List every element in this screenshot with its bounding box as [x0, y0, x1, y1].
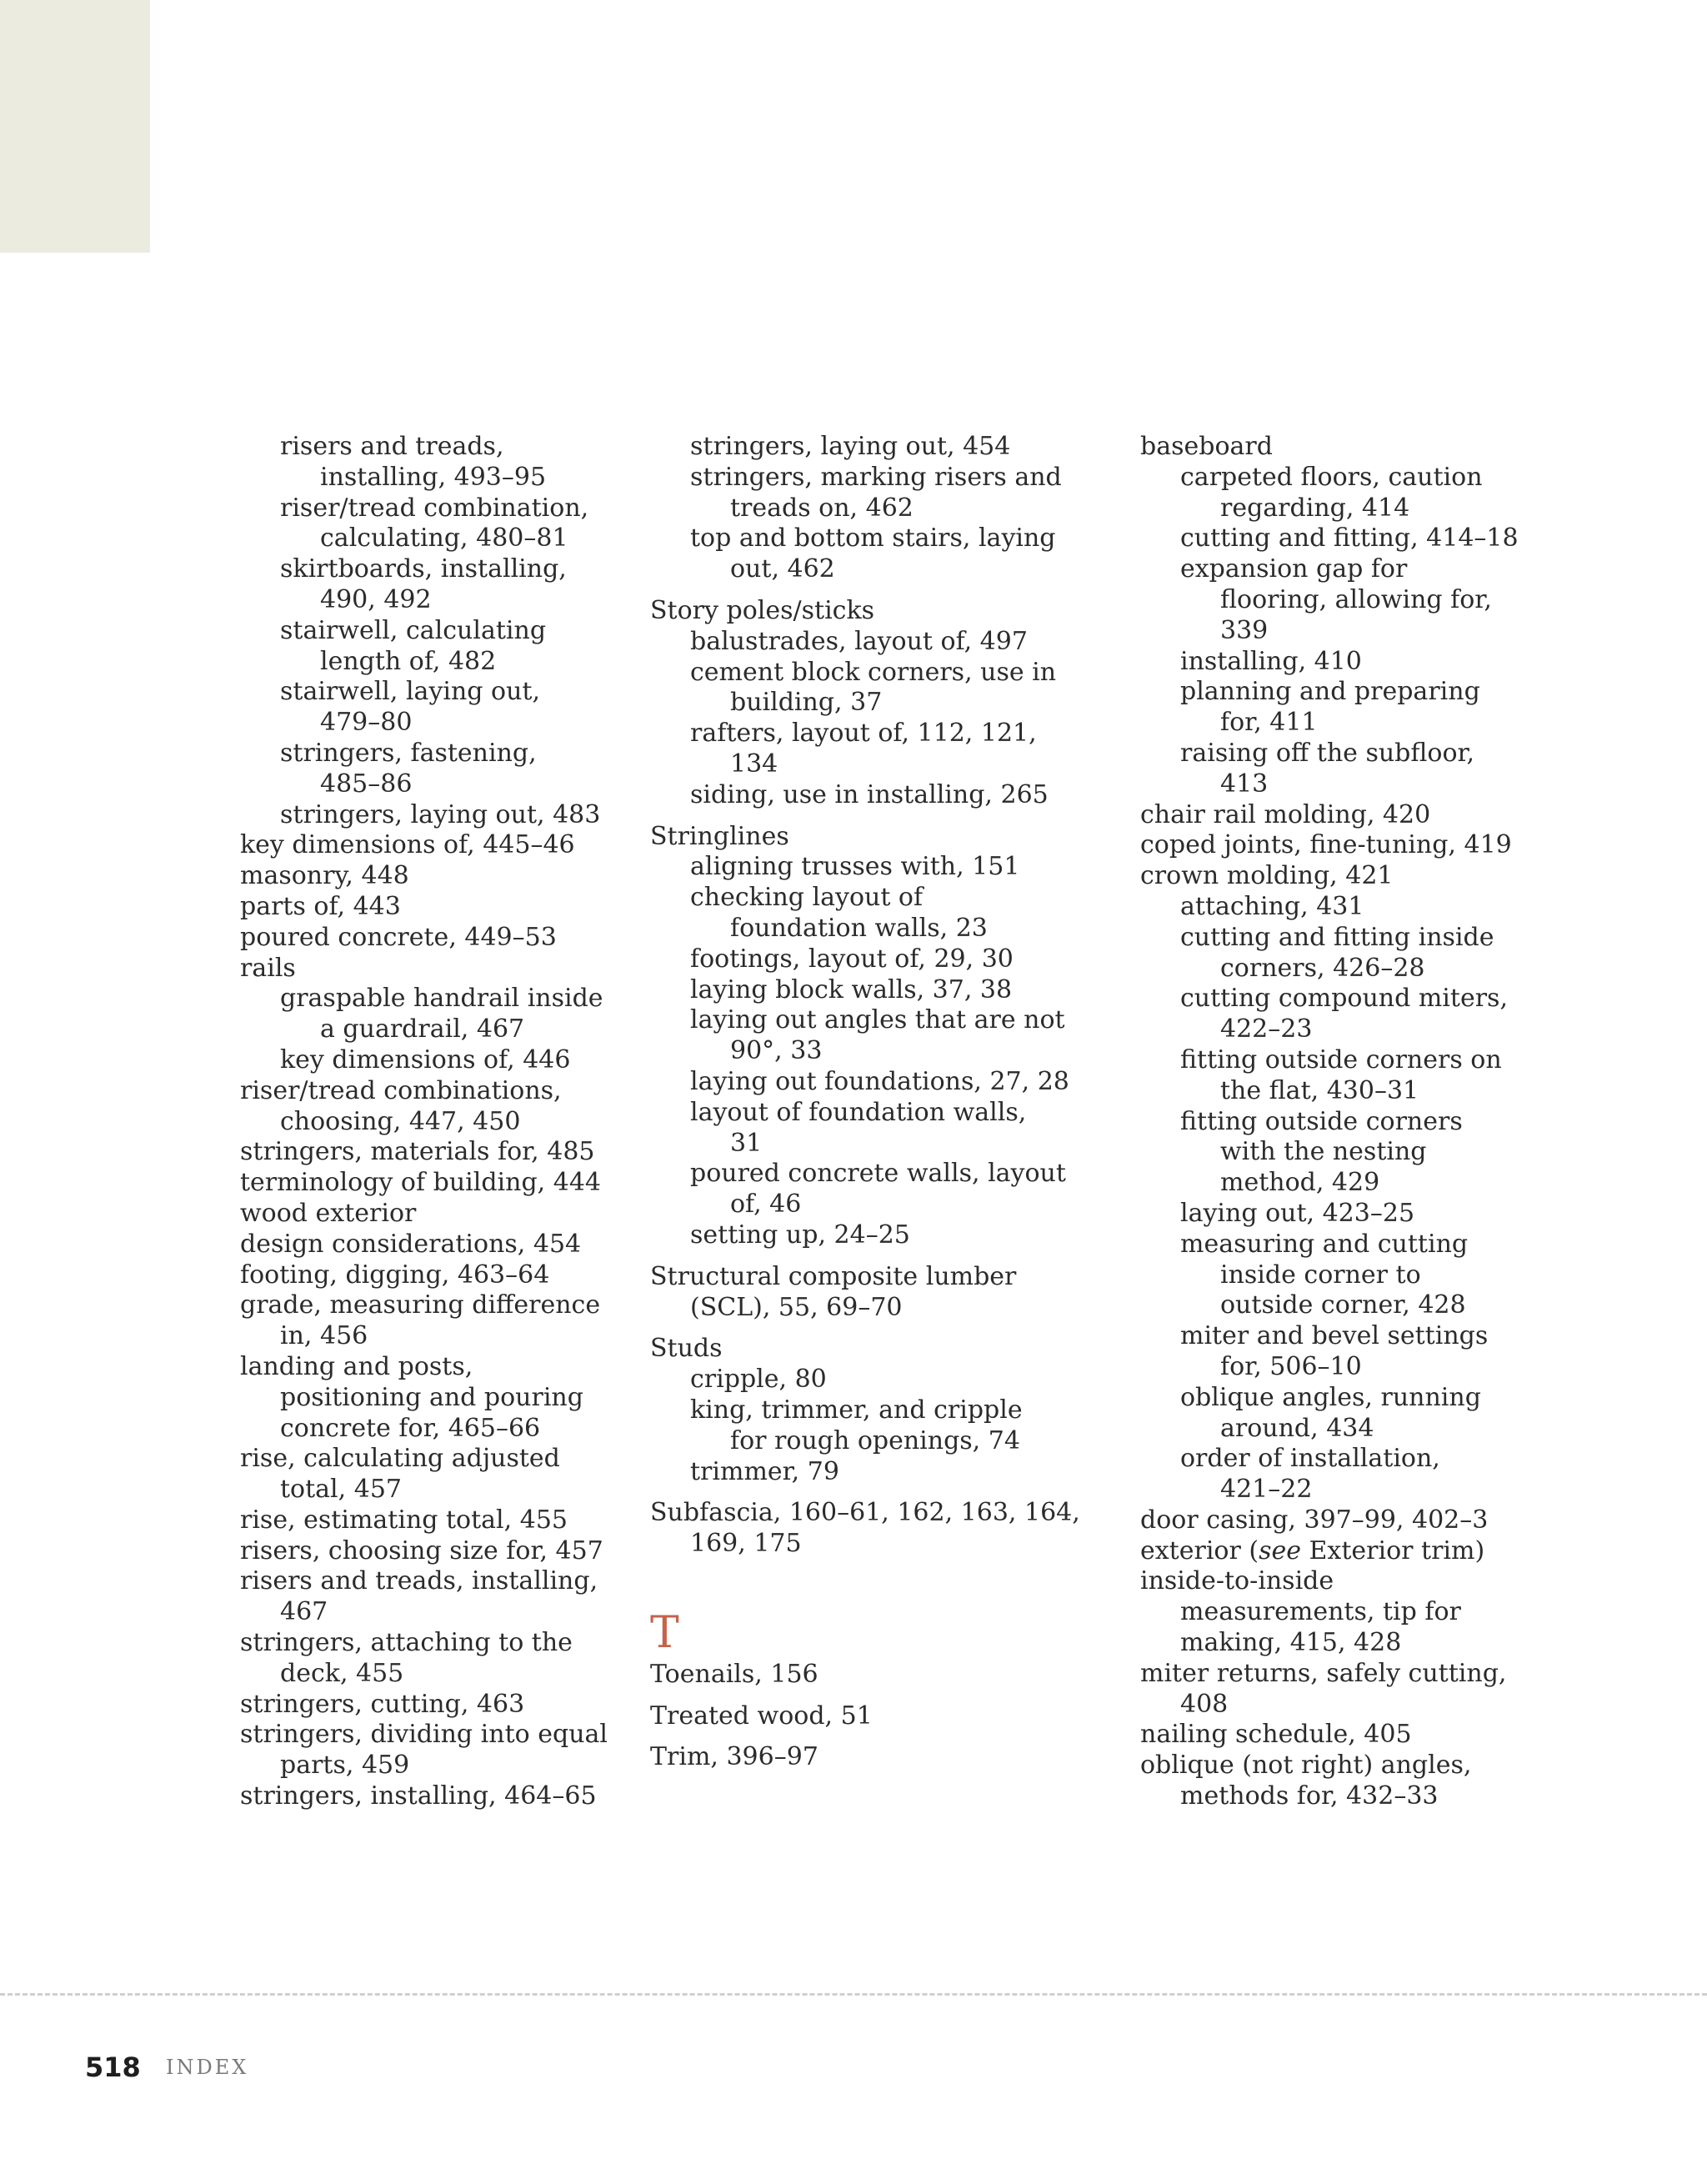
index-entry: riser/tread combinations, choosing, 447, 450 — [240, 1075, 562, 1136]
index-column-3 — [1140, 432, 1607, 1812]
index-subentry: graspable handrail inside a guardrail, 467 — [280, 984, 603, 1044]
index-entry: oblique (not right) angles, methods for, 432–33 — [1140, 1751, 1472, 1811]
index-entry: stringers, installing, 464–65 — [240, 1781, 597, 1811]
index-subentry: cement block corners, use in building, 37 — [690, 657, 1057, 718]
index-subentry: expansion gap for flooring, allowing for, 339 — [1180, 554, 1492, 645]
index-entry: Subfascia, 160–61, 162, 163, 164, 169, 175 — [650, 1498, 1080, 1559]
index-entry: Story poles/sticks — [650, 595, 875, 625]
index-subentry: laying out, 423–25 — [1180, 1198, 1415, 1228]
index-entry: door casing, 397–99, 402–3 — [1140, 1505, 1489, 1535]
index-entry: poured concrete, 449–53 — [240, 922, 557, 952]
index-column-2 — [650, 432, 1117, 1773]
index-subentry: laying block walls, 37, 38 — [690, 974, 1013, 1004]
index-subentry: miter and bevel settings for, 506–10 — [1180, 1321, 1489, 1381]
index-subentry: balustrades, layout of, 497 — [690, 626, 1028, 656]
index-entry: crown molding, 421 — [1140, 861, 1394, 891]
index-subentry: trimmer, 79 — [690, 1456, 839, 1486]
index-subentry: aligning trusses with, 151 — [690, 852, 1020, 882]
footer-dashed-rule — [0, 1993, 1707, 1996]
index-subentry: carpeted floors, caution regarding, 414 — [1180, 462, 1483, 523]
index-subentry: oblique angles, running around, 434 — [1180, 1382, 1481, 1443]
index-entry: stringers, cutting, 463 — [240, 1689, 525, 1719]
index-entry: landing and posts, positioning and pouring concrete for, 465–66 — [240, 1351, 583, 1443]
index-entry: inside-to-inside measurements, tip for making, 415, 428 — [1140, 1566, 1461, 1658]
index-subentry: laying out foundations, 27, 28 — [690, 1066, 1069, 1096]
index-entry: key dimensions of, 445–46 — [240, 830, 575, 860]
index-subentry: stairwell, laying out, 479–80 — [280, 677, 541, 738]
index-subentry: cutting compound miters, 422–23 — [1180, 984, 1508, 1044]
running-head: INDEX — [166, 2056, 249, 2079]
index-entry: wood exterior — [240, 1198, 417, 1228]
index-column-1 — [240, 432, 623, 1812]
index-entry: design considerations, 454 — [240, 1229, 582, 1259]
index-entry: parts of, 443 — [240, 891, 401, 921]
index-entry: exterior (see Exterior trim) — [1140, 1535, 1485, 1565]
index-entry: Treated wood, 51 — [650, 1701, 873, 1731]
index-subentry: skirtboards, installing, 490, 492 — [280, 554, 567, 614]
index-entry: baseboard — [1140, 432, 1273, 461]
index-subentry: stringers, laying out, 483 — [280, 799, 601, 829]
index-entry: Stringlines — [650, 821, 789, 851]
index-entry: stringers, dividing into equal parts, 459 — [240, 1720, 608, 1781]
index-entry: terminology of building, 444 — [240, 1168, 601, 1198]
index-subentry: poured concrete walls, layout of, 46 — [690, 1159, 1066, 1220]
index-entry: chair rail molding, 420 — [1140, 799, 1431, 829]
index-entry: grade, measuring difference in, 456 — [240, 1290, 601, 1351]
index-subentry: top and bottom stairs, laying out, 462 — [690, 523, 1056, 584]
index-subentry: rafters, layout of, 112, 121, 134 — [690, 719, 1037, 779]
index-entry: nailing schedule, 405 — [1140, 1720, 1412, 1750]
index-subentry: risers and treads, installing, 493–95 — [280, 432, 547, 492]
index-subentry: siding, use in installing, 265 — [690, 779, 1049, 809]
index-subentry: laying out angles that are not 90°, 33 — [690, 1005, 1065, 1066]
index-subentry: fitting outside corners on the flat, 430–31 — [1180, 1044, 1502, 1105]
index-subentry: checking layout of foundation walls, 23 — [690, 883, 988, 943]
index-entry: Structural composite lumber (SCL), 55, 69–70 — [650, 1261, 1017, 1322]
index-entry: coped joints, fine-tuning, 419 — [1140, 830, 1512, 860]
index-subentry: raising off the subfloor, 413 — [1180, 738, 1475, 799]
index-subentry: riser/tread combination, calculating, 480–81 — [280, 493, 589, 554]
index-subentry: footings, layout of, 29, 30 — [690, 944, 1014, 974]
index-entry: stringers, materials for, 485 — [240, 1137, 595, 1167]
index-subentry: fitting outside corners with the nesting method, 429 — [1180, 1106, 1463, 1198]
index-subentry: layout of foundation walls, 31 — [690, 1097, 1027, 1158]
index-entry: Studs — [650, 1334, 723, 1364]
corner-color-tab — [0, 0, 150, 253]
index-subentry: setting up, 24–25 — [690, 1220, 910, 1250]
index-entry: risers, choosing size for, 457 — [240, 1535, 603, 1565]
index-entry: footing, digging, 463–64 — [240, 1260, 550, 1290]
index-entry: masonry, 448 — [240, 861, 409, 891]
index-subentry: installing, 410 — [1180, 646, 1362, 676]
index-subentry: cutting and fitting, 414–18 — [1180, 523, 1519, 554]
index-subentry: attaching, 431 — [1180, 891, 1364, 921]
index-subentry: order of installation, 421–22 — [1180, 1444, 1440, 1505]
index-entry: Trim, 396–97 — [650, 1742, 818, 1772]
index-subentry: cripple, 80 — [690, 1365, 827, 1395]
page-number: 518 — [85, 2051, 141, 2083]
section-letter-heading: T — [650, 1607, 679, 1658]
index-subentry: king, trimmer, and cripple for rough openings, 74 — [690, 1395, 1023, 1455]
index-subentry: cutting and fitting inside corners, 426–28 — [1180, 922, 1494, 983]
index-subentry: stringers, laying out, 454 — [690, 432, 1011, 461]
index-subentry: planning and preparing for, 411 — [1180, 677, 1480, 738]
index-subentry: stringers, fastening, 485–86 — [280, 738, 537, 799]
index-entry: miter returns, safely cutting, 408 — [1140, 1658, 1507, 1719]
index-entry: rise, calculating adjusted total, 457 — [240, 1444, 560, 1505]
index-entry: Toenails, 156 — [650, 1659, 818, 1689]
index-subentry: key dimensions of, 446 — [280, 1044, 571, 1074]
index-subentry: stringers, marking risers and treads on, 462 — [690, 462, 1062, 523]
index-entry: stringers, attaching to the deck, 455 — [240, 1628, 573, 1688]
index-subentry: stairwell, calculating length of, 482 — [280, 615, 547, 676]
index-subentry: measuring and cutting inside corner to outside corner, 428 — [1180, 1229, 1469, 1320]
index-entry: rails — [240, 953, 296, 983]
index-entry: risers and treads, installing, 467 — [240, 1566, 598, 1627]
index-entry: rise, estimating total, 455 — [240, 1505, 568, 1535]
